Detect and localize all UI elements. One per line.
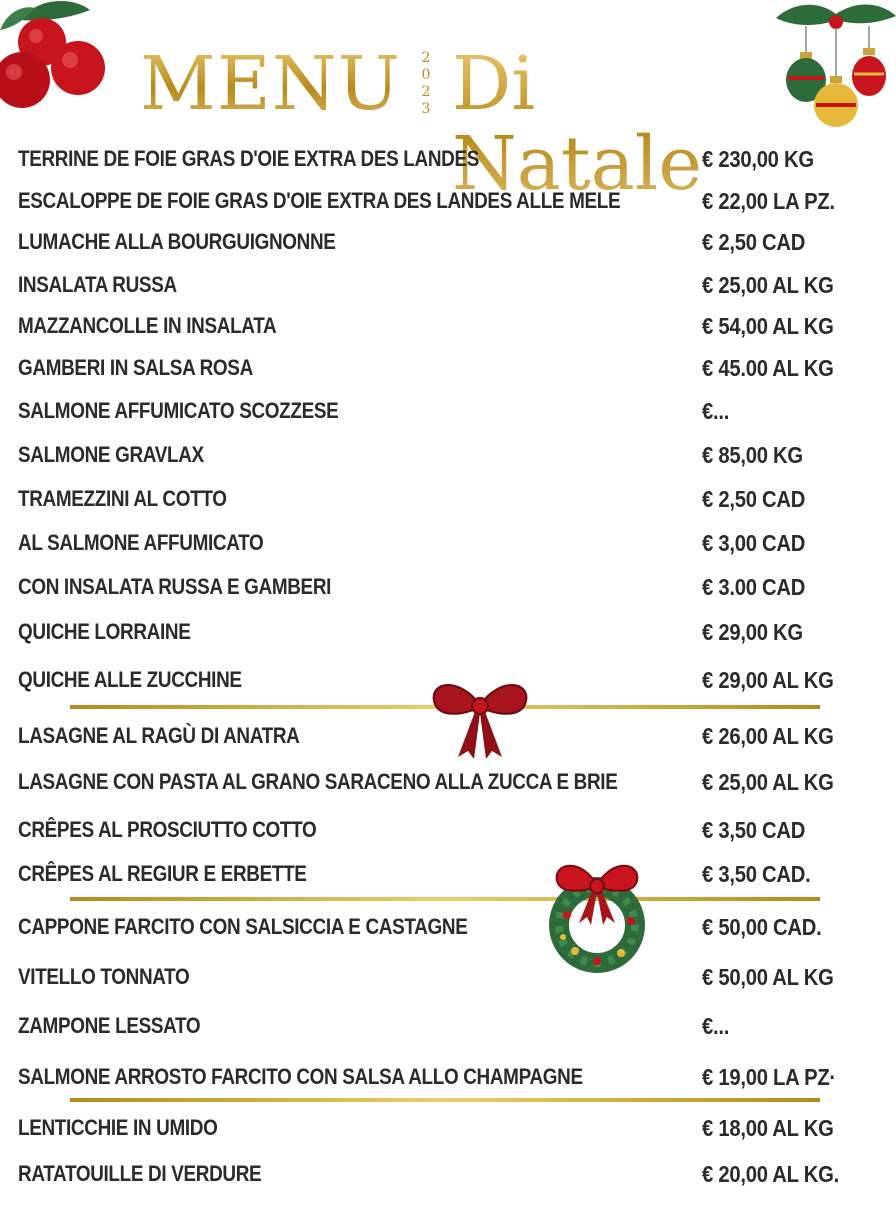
menu-item-price: € 45.00 AL KG — [702, 355, 834, 381]
red-bow-icon — [430, 677, 530, 761]
menu-item-price: € 22,00 LA PZ. — [702, 188, 835, 214]
menu-item-row — [18, 139, 878, 179]
menu-item-row — [18, 181, 878, 221]
divider-line — [70, 1098, 820, 1102]
menu-item-price: € 3.00 CAD — [702, 574, 806, 600]
menu-item-row — [18, 612, 878, 652]
menu-item-row — [18, 762, 878, 802]
menu-item-name: RATATOUILLE DI VERDURE — [18, 1161, 262, 1186]
menu-item-name: QUICHE LORRAINE — [18, 619, 191, 644]
menu-item-name: LASAGNE AL RAGÙ DI ANATRA — [18, 723, 300, 748]
menu-item-row — [18, 391, 878, 431]
menu-item-price: € 2,50 CAD — [702, 486, 806, 512]
menu-item-row — [18, 348, 878, 388]
menu-item-name: ESCALOPPE DE FOIE GRAS D'OIE EXTRA DES LANDES ALLE MELE — [18, 188, 621, 213]
menu-item-price: € 19,00 LA PZ· — [702, 1064, 836, 1090]
menu-item-price: € 25,00 AL KG — [702, 272, 834, 298]
menu-item-price: € 230,00 KG — [702, 146, 814, 172]
menu-item-row — [18, 265, 878, 305]
menu-item-row — [18, 810, 878, 850]
menu-item-name: CRÊPES AL PROSCIUTTO COTTO — [18, 817, 317, 842]
menu-item-price: € 20,00 AL KG. — [702, 1161, 839, 1187]
menu-item-row — [18, 435, 878, 475]
menu-item-name: SALMONE GRAVLAX — [18, 442, 204, 467]
menu-item-price: € 50,00 CAD. — [702, 914, 822, 940]
holly-berries-icon — [0, 0, 110, 115]
menu-item-price: € 26,00 AL KG — [702, 723, 834, 749]
menu-item-name: CON INSALATA RUSSA E GAMBERI — [18, 574, 332, 599]
menu-item-row — [18, 1057, 878, 1097]
menu-item-price: € 2,50 CAD — [702, 229, 806, 255]
menu-item-row — [18, 523, 878, 563]
divider-line — [70, 897, 820, 901]
menu-item-price: € 3,00 CAD — [702, 530, 806, 556]
menu-item-name: CRÊPES AL REGIUR E ERBETTE — [18, 861, 307, 886]
menu-item-name: GAMBERI IN SALSA ROSA — [18, 355, 253, 380]
menu-item-row — [18, 854, 878, 894]
menu-item-name: VITELLO TONNATO — [18, 964, 190, 989]
menu-item-name: INSALATA RUSSA — [18, 272, 177, 297]
menu-item-name: TRAMEZZINI AL COTTO — [18, 486, 227, 511]
menu-item-price: € 3,50 CAD. — [702, 861, 811, 887]
menu-item-name: TERRINE DE FOIE GRAS D'OIE EXTRA DES LANDES — [18, 146, 480, 171]
menu-item-price: € 54,00 AL KG — [702, 313, 834, 339]
menu-item-name: LUMACHE ALLA BOURGUIGNONNE — [18, 229, 336, 254]
menu-item-price: €... — [702, 1013, 730, 1039]
menu-item-row — [18, 957, 878, 997]
christmas-ornaments-icon — [776, 0, 896, 135]
menu-item-row — [18, 1154, 878, 1194]
menu-item-name: SALMONE ARROSTO FARCITO CON SALSA ALLO CHAMPAGNE — [18, 1064, 583, 1089]
menu-item-name: QUICHE ALLE ZUCCHINE — [18, 667, 242, 692]
menu-item-name: AL SALMONE AFFUMICATO — [18, 530, 264, 555]
menu-item-row — [18, 479, 878, 519]
christmas-wreath-icon — [545, 851, 649, 973]
menu-item-row — [18, 907, 878, 947]
menu-item-price: € 29,00 AL KG — [702, 667, 834, 693]
menu-item-row — [18, 1108, 878, 1148]
title-menu-word: MENU — [140, 41, 401, 127]
menu-item-name: ZAMPONE LESSATO — [18, 1013, 201, 1038]
menu-item-row — [18, 222, 878, 262]
menu-item-price: € 18,00 AL KG — [702, 1115, 834, 1141]
title-year: 2023 — [421, 50, 431, 117]
menu-item-name: CAPPONE FARCITO CON SALSICCIA E CASTAGNE — [18, 914, 468, 939]
menu-item-name: SALMONE AFFUMICATO SCOZZESE — [18, 398, 339, 423]
menu-item-row — [18, 1006, 878, 1046]
menu-item-price: €... — [702, 398, 730, 424]
menu-item-name: LENTICCHIE IN UMIDO — [18, 1115, 218, 1140]
menu-item-price: € 50,00 AL KG — [702, 964, 834, 990]
menu-item-name: LASAGNE CON PASTA AL GRANO SARACENO ALLA ZUCCA E BRIE — [18, 769, 618, 794]
menu-item-price: € 85,00 KG — [702, 442, 803, 468]
menu-item-row — [18, 306, 878, 346]
menu-item-row — [18, 567, 878, 607]
menu-item-price: € 29,00 KG — [702, 619, 803, 645]
title-natale-word: Di Natale — [452, 44, 760, 204]
menu-item-name: MAZZANCOLLE IN INSALATA — [18, 313, 277, 338]
menu-item-price: € 3,50 CAD — [702, 817, 806, 843]
menu-item-price: € 25,00 AL KG — [702, 769, 834, 795]
